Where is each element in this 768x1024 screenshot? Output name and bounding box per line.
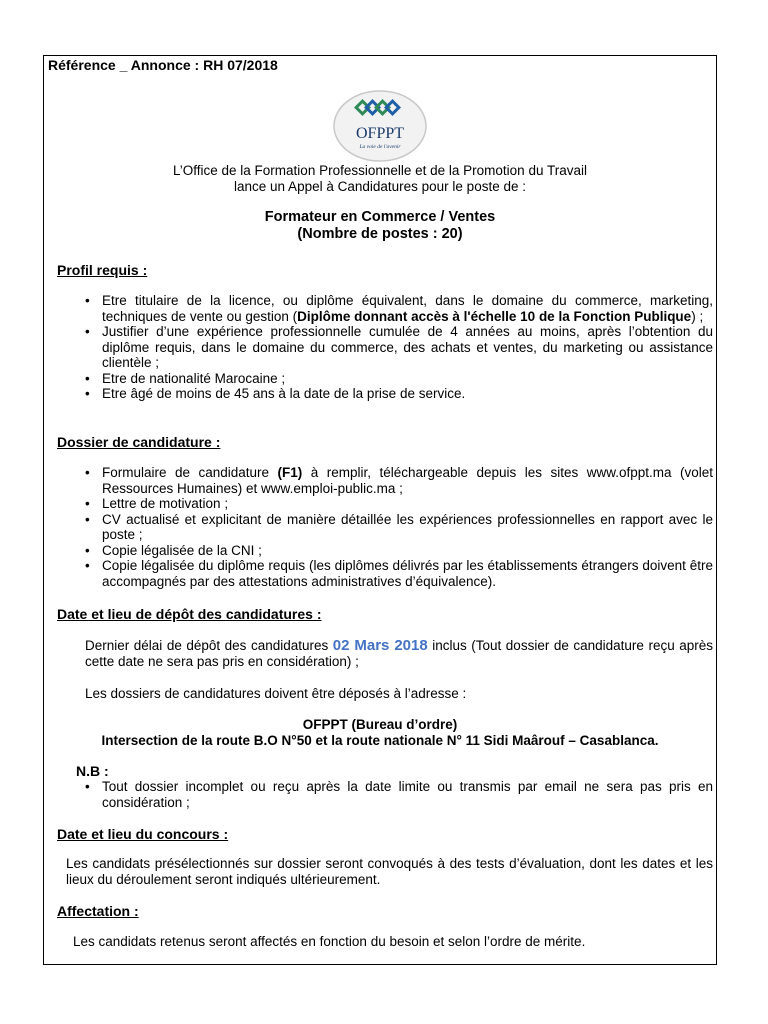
list-item: • Copie légalisée du diplôme requis (les diplômes délivrés par les établissements étrangers doivent être accompagnés par des attestations administratives d’équivalence). xyxy=(102,558,713,589)
reference-line: Référence _ Annonce : RH 07/2018 xyxy=(48,57,278,73)
address-block xyxy=(43,717,717,749)
intro-line-2: lance un Appel à Candidatures pour le poste de : xyxy=(234,178,526,194)
deadline-date: 02 Mars 2018 xyxy=(332,637,428,654)
depot-heading: Date et lieu de dépôt des candidatures : xyxy=(57,606,322,622)
list-item: • Lettre de motivation ; xyxy=(102,496,713,512)
intro-line-1: L’Office de la Formation Professionnelle et de la Promotion du Travail xyxy=(173,163,587,178)
logo-tagline: La voie de l'avenir xyxy=(359,144,401,150)
profil-heading: Profil requis : xyxy=(57,262,148,278)
nb-list xyxy=(102,779,713,810)
list-item: • Copie légalisée de la CNI ; xyxy=(102,543,713,559)
affectation-heading: Affectation : xyxy=(57,903,139,919)
job-title-line-2: (Nombre de postes : 20) xyxy=(297,226,463,242)
list-item: • Etre de nationalité Marocaine ; xyxy=(102,371,713,387)
deadline-text: Dernier délai de dépôt des candidatures 02 Mars 2018 inclus (Tout dossier de candidature reçu après cette date ne sera pas pris en considération) ; xyxy=(85,637,713,669)
concours-heading: Date et lieu du concours : xyxy=(57,826,229,842)
dossier-list xyxy=(102,465,713,589)
dossier-heading: Dossier de candidature : xyxy=(57,434,221,450)
list-item: • Etre titulaire de la licence, ou diplôme équivalent, dans le domaine du commerce, marketing, techniques de vente ou gestion (Diplôme donnant accès à l'échelle 10 de la Fonction Publique) ; xyxy=(102,293,713,324)
list-item: • Justifier d’une expérience professionnelle cumulée de 4 années au moins, après l’obtention du diplôme requis, dans le domaine du commerce, des achats et ventes, du marketing ou assistance clientèle ; xyxy=(102,324,713,371)
list-item: • Tout dossier incomplet ou reçu après la date limite ou transmis par email ne sera pas pris en considération ; xyxy=(102,779,713,810)
ofppt-logo xyxy=(331,88,429,164)
address-line-2: Intersection de la route B.O N°50 et la route nationale N° 11 Sidi Maârouf – Casablanca. xyxy=(101,733,659,748)
job-title-line-1: Formateur en Commerce / Ventes xyxy=(264,209,496,225)
profil-list xyxy=(102,293,713,402)
job-title xyxy=(43,209,717,243)
list-item: • Formulaire de candidature (F1) à remplir, téléchargeable depuis les sites www.ofppt.ma (volet Ressources Humaines) et www.emploi-public.ma ; xyxy=(102,465,713,496)
affectation-text: Les candidats retenus seront affectés en fonction du besoin et selon l’ordre de mérite. xyxy=(73,934,586,949)
nb-label: N.B : xyxy=(76,763,109,779)
list-item: • Etre âgé de moins de 45 ans à la date de la prise de service. xyxy=(102,386,713,402)
concours-text: Les candidats présélectionnés sur dossier seront convoqués à des tests d’évaluation, dont les dates et les lieux du déroulement seront indiqués ultérieurement. xyxy=(66,856,713,887)
list-item: • CV actualisé et explicitant de manière détaillée les expériences professionnelles en rapport avec le poste ; xyxy=(102,512,713,543)
intro-text xyxy=(43,163,717,194)
logo-text: OFPPT xyxy=(355,125,405,142)
address-intro: Les dossiers de candidatures doivent être déposés à l’adresse : xyxy=(85,686,467,701)
address-line-1: OFPPT (Bureau d’ordre) xyxy=(302,717,458,732)
